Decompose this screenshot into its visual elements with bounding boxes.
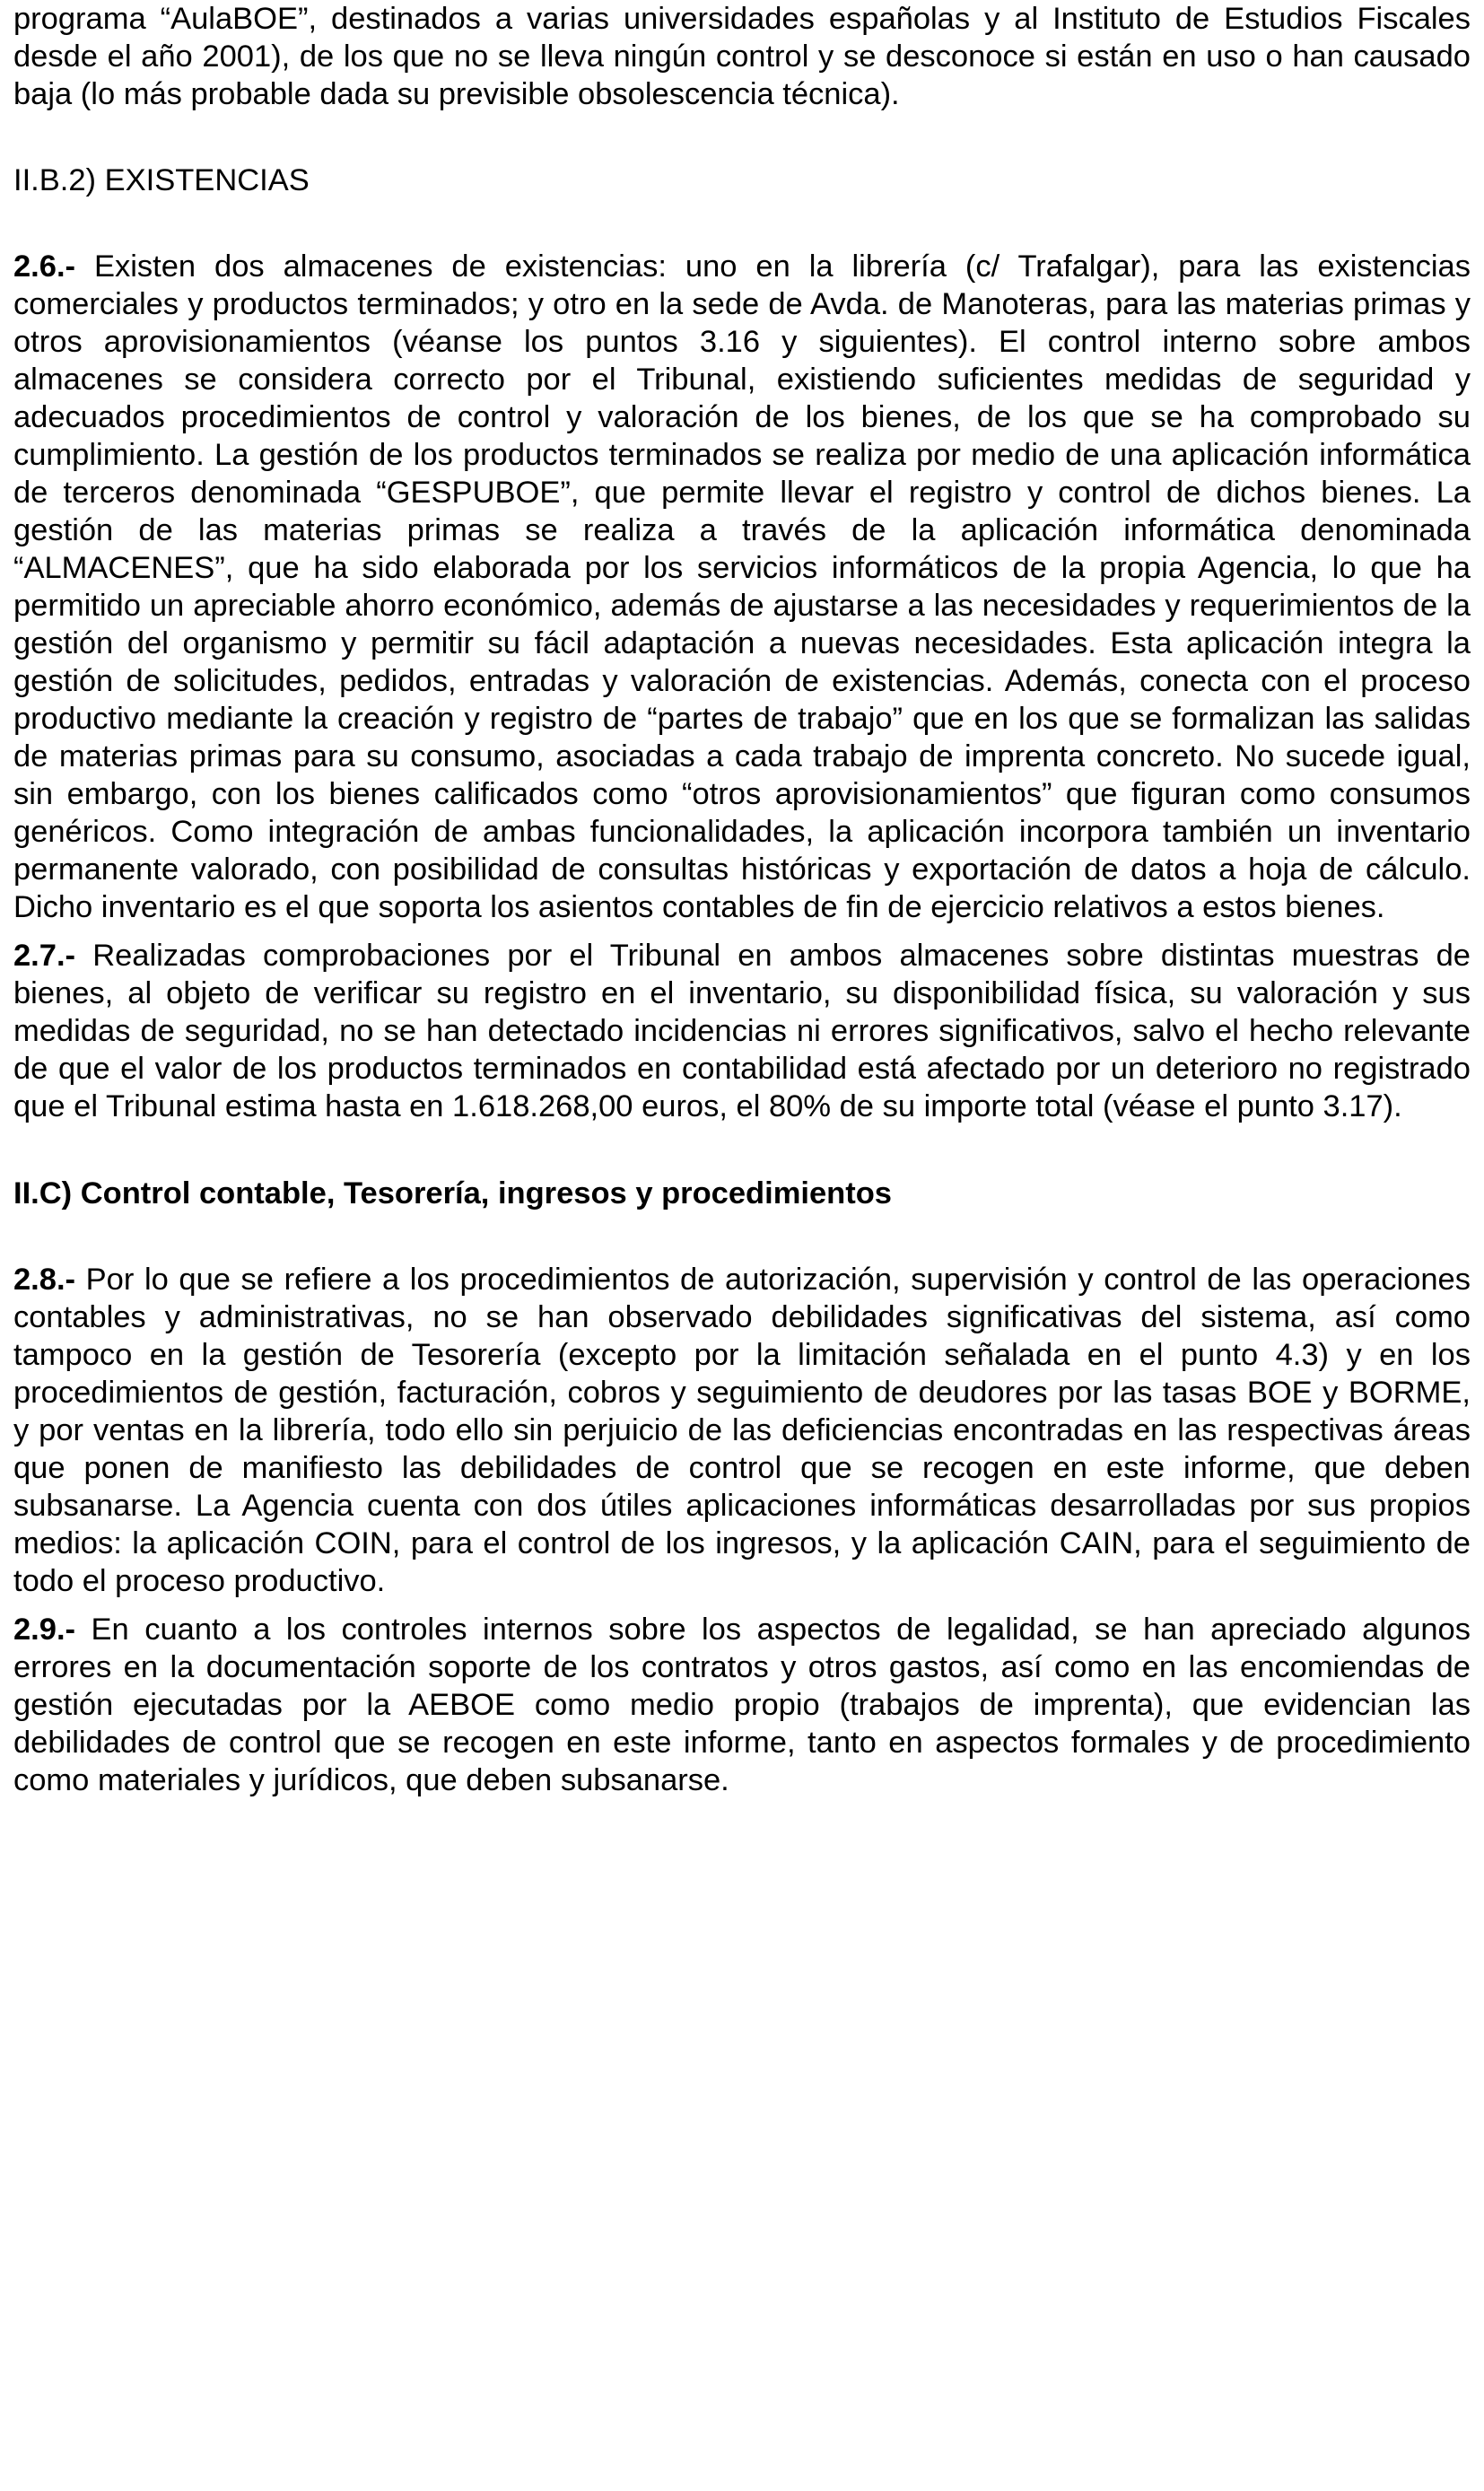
paragraph-number: 2.6.- (13, 249, 76, 284)
paragraph-number: 2.9.- (13, 1613, 76, 1647)
document-page (13, 0, 1471, 1799)
paragraph-text: Por lo que se refiere a los procedimientos de autorización, supervisión y control de las operaciones contables y administrativas, no se han observado debilidades significativas del sistema, así como tampoco en la gestión de Tesorería (excepto por la limitación señalada en el punto 4.3) y en los procedimientos de gestión, facturación, cobros y seguimiento de deudores por las tasas BOE y BORME, y por ventas en la librería, todo ello sin perjuicio de las deficiencias encontradas en las respectivas áreas que ponen de manifiesto las debilidades de control que se recogen en este informe, que deben subsanarse. La Agencia cuenta con dos útiles aplicaciones informáticas desarrolladas por sus propios medios: la aplicación COIN, para el control de los ingresos, y la aplicación CAIN, para el seguimiento de todo el proceso productivo. (13, 1263, 1471, 1598)
paragraph-number: 2.8.- (13, 1263, 76, 1297)
paragraph-2-6 (13, 248, 1471, 926)
section-heading-existencias: II.B.2) EXISTENCIAS (13, 163, 310, 197)
section-heading-control-contable: II.C) Control contable, Tesorería, ingresos y procedimientos (13, 1176, 892, 1211)
paragraph-2-9 (13, 1611, 1471, 1799)
intro-paragraph: programa “AulaBOE”, destinados a varias universidades españolas y al Instituto de Estudios Fiscales desde el año 2001), de los que no se lleva ningún control y se desconoce si están en uso o han causado baja (lo más probable dada su previsible obsolescencia técnica). (13, 2, 1471, 111)
paragraph-2-8 (13, 1261, 1471, 1600)
paragraph-text: Existen dos almacenes de existencias: uno en la librería (c/ Trafalgar), para las existencias comerciales y productos terminados; y otro en la sede de Avda. de Manoteras, para las materias primas y otros aprovisionamientos (véanse los puntos 3.16 y siguientes). El control interno sobre ambos almacenes se considera correcto por el Tribunal, existiendo suficientes medidas de seguridad y adecuados procedimientos de control y valoración de los bienes, de los que se ha comprobado su cumplimiento. La gestión de los productos terminados se realiza por medio de una aplicación informática de terceros denominada “GESPUBOE”, que permite llevar el registro y control de dichos bienes. La gestión de las materias primas se realiza a través de la aplicación informática denominada “ALMACENES”, que ha sido elaborada por los servicios informáticos de la propia Agencia, lo que ha permitido un apreciable ahorro económico, además de ajustarse a las necesidades y requerimientos de la gestión del organismo y permitir su fácil adaptación a nuevas necesidades. Esta aplicación integra la gestión de solicitudes, pedidos, entradas y valoración de existencias. Además, conecta con el proceso productivo mediante la creación y registro de “partes de trabajo” que en los que se formalizan las salidas de materias primas para su consumo, asociadas a cada trabajo de imprenta concreto. No sucede igual, sin embargo, con los bienes calificados como “otros aprovisionamientos” que figuran como consumos genéricos. Como integración de ambas funcionalidades, la aplicación incorpora también un inventario permanente valorado, con posibilidad de consultas históricas y exportación de datos a hoja de cálculo. Dicho inventario es el que soporta los asientos contables de fin de ejercicio relativos a estos bienes. (13, 249, 1471, 924)
paragraph-number: 2.7.- (13, 939, 76, 973)
paragraph-text: En cuanto a los controles internos sobre los aspectos de legalidad, se han apreciado algunos errores en la documentación soporte de los contratos y otros gastos, así como en las encomiendas de gestión ejecutadas por la AEBOE como medio propio (trabajos de imprenta), que evidencian las debilidades de control que se recogen en este informe, tanto en aspectos formales y de procedimiento como materiales y jurídicos, que deben subsanarse. (13, 1613, 1471, 1797)
paragraph-text: Realizadas comprobaciones por el Tribunal en ambos almacenes sobre distintas muestras de bienes, al objeto de verificar su registro en el inventario, su disponibilidad física, su valoración y sus medidas de seguridad, no se han detectado incidencias ni errores significativos, salvo el hecho relevante de que el valor de los productos terminados en contabilidad está afectado por un deterioro no registrado que el Tribunal estima hasta en 1.618.268,00 euros, el 80% de su importe total (véase el punto 3.17). (13, 939, 1471, 1123)
paragraph-2-7 (13, 937, 1471, 1125)
